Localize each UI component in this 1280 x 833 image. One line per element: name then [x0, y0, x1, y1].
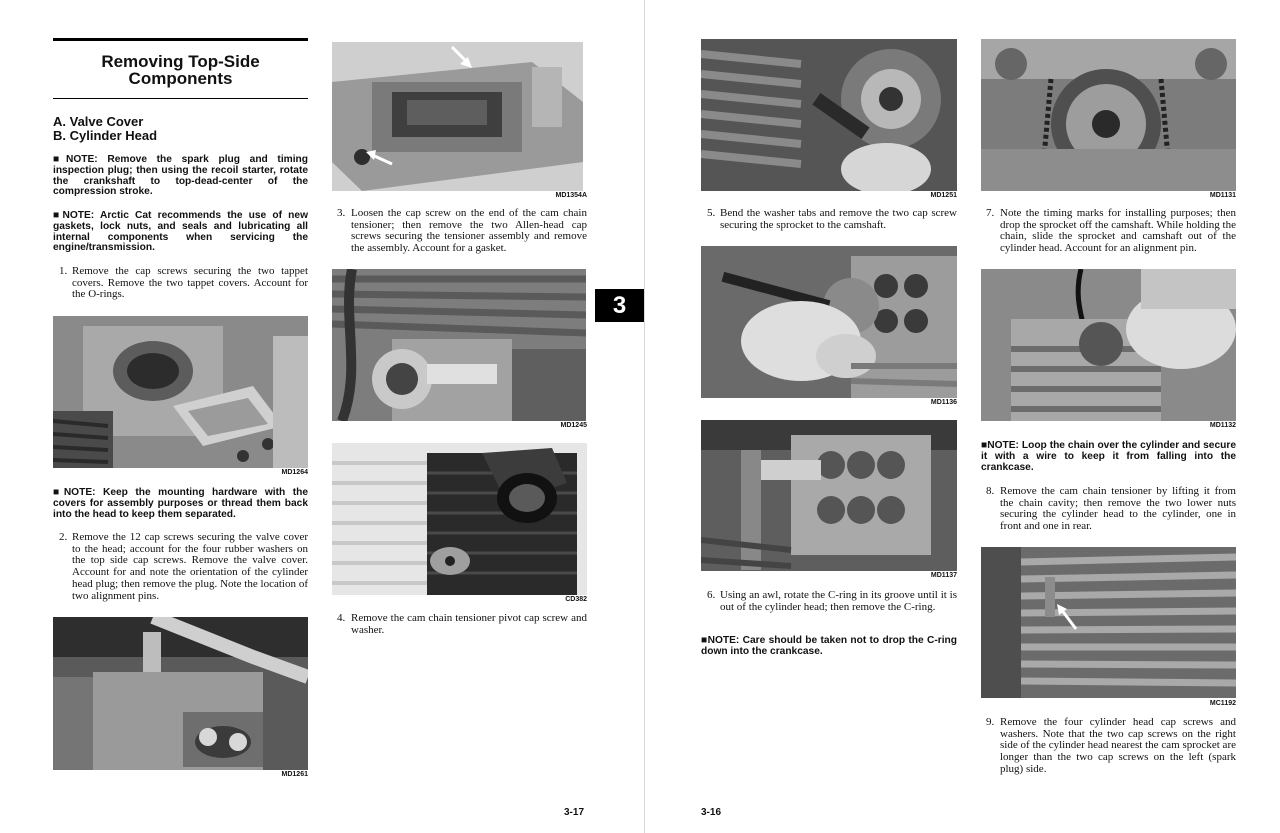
title-rule-bottom — [53, 98, 308, 99]
figure-code: MC1192 — [1209, 700, 1236, 707]
step-text: Remove the cap screws securing the two tappet covers. Remove the two tappet covers. Account for the O-rings. — [72, 265, 308, 301]
figure-photo-c-ring — [701, 420, 957, 571]
step-number: 9. — [986, 716, 995, 728]
step-text: Remove the four cylinder head cap screws and washers. Note that the two cap screws on the right side of the cylinder head nearest the cam sprocket are longer than the two cap screws on the left (spark plug) side. — [1000, 716, 1236, 775]
figure-photo-chain-loop — [981, 269, 1236, 421]
step-number: 2. — [59, 531, 68, 543]
step-text: Remove the cam chain tensioner pivot cap screw and washer. — [351, 612, 587, 636]
step-number: 6. — [707, 589, 716, 601]
step-text: Bend the washer tabs and remove the two cap screw securing the sprocket to the camshaft. — [720, 207, 957, 231]
figure-code: MD1264 — [281, 469, 308, 476]
step-text: Remove the 12 cap screws securing the valve cover to the head; account for the four rubber washers on the top side cap screws. Remove the valve cover. Account for and note the orientation of the cylinder head plug; then remove the plug. Note the location of two alignment pins. — [72, 531, 308, 602]
figure-code: MD1251 — [930, 192, 957, 199]
step-9 — [981, 717, 1236, 776]
figure-code: MD1131 — [1209, 192, 1236, 199]
page-gutter — [644, 0, 645, 833]
step-number: 3. — [337, 207, 346, 219]
step-number: 7. — [986, 207, 995, 219]
step-6 — [701, 590, 957, 613]
note-c-ring: ■NOTE: Care should be taken not to drop the C-ring down into the crankcase. — [701, 635, 957, 657]
step-number: 1. — [59, 265, 68, 277]
figure-code: MD1137 — [930, 572, 957, 579]
figure-photo-cylinder-head-arrows — [332, 42, 583, 191]
figure-photo-washer-tabs — [701, 39, 957, 191]
figure-photo-cam-chain-tensioner — [332, 269, 586, 421]
step-number: 4. — [337, 612, 346, 624]
figure-code: MD1136 — [930, 399, 957, 406]
note-new-gaskets: ■NOTE: Arctic Cat recommends the use of new gaskets, lock nuts, and seals and lubricating all internal components when servicing the engine/transmission. — [53, 210, 308, 254]
step-text: Using an awl, rotate the C-ring in its groove until it is out of the cylinder head; then remove the C-ring. — [720, 589, 957, 613]
heading-cylinder-head: B. Cylinder Head — [53, 128, 158, 143]
step-4 — [332, 613, 587, 636]
figure-photo-cylinder — [332, 443, 587, 595]
figure-code: CD382 — [565, 596, 587, 603]
step-5 — [701, 208, 957, 231]
note-loop-chain: ■NOTE: Loop the chain over the cylinder and secure it with a wire to keep it from falling into the crankcase. — [981, 440, 1236, 473]
figure-photo-cylinder-fins — [981, 547, 1236, 698]
step-text: Note the timing marks for installing purposes; then drop the sprocket off the camshaft. While holding the chain, slide the sprocket and camshaft out of the cylinder head. Account for an alignment pin. — [1000, 207, 1236, 255]
step-3 — [332, 208, 587, 255]
figure-code: MD1261 — [281, 771, 308, 778]
figure-code: MD1245 — [560, 422, 587, 429]
step-7 — [981, 208, 1236, 255]
note-keep-hardware: ■NOTE: Keep the mounting hardware with the covers for assembly purposes or thread them back into the head to keep them separated. — [53, 487, 308, 520]
figure-code: MD1132 — [1209, 422, 1236, 429]
step-2 — [53, 532, 308, 602]
step-8 — [981, 486, 1236, 533]
figure-photo-timing-marks — [981, 39, 1236, 191]
chapter-tab: 3 — [595, 289, 644, 322]
heading-valve-cover: A. Valve Cover — [53, 114, 144, 129]
page-number-left: 3-17 — [564, 807, 585, 818]
figure-photo-tappet-covers — [53, 316, 308, 468]
title-rule-top — [53, 38, 308, 41]
figure-photo-valve-cover — [53, 617, 308, 770]
figure-code: MD1354A — [555, 192, 587, 199]
step-number: 8. — [986, 485, 995, 497]
step-text: Loosen the cap screw on the end of the cam chain tensioner; then remove the two Allen-head cap screws securing the tensioner assembly and remove the assembly. Account for a gasket. — [351, 207, 587, 255]
step-text: Remove the cam chain tensioner by lifting it from the chain cavity; then remove the two lower nuts securing the cylinder head to the cylinder, one in front and one in rear. — [1000, 485, 1236, 533]
figure-photo-sprocket-removal — [701, 246, 957, 398]
page-number-right: 3-16 — [701, 807, 722, 818]
step-1 — [53, 266, 308, 301]
section-title: Removing Top-Side Components — [101, 52, 260, 88]
step-number: 5. — [707, 207, 716, 219]
note-top-dead-center: ■NOTE: Remove the spark plug and timing inspection plug; then using the recoil starter, rotate the crankshaft to top-dead-center of the compression stroke. — [53, 154, 308, 198]
